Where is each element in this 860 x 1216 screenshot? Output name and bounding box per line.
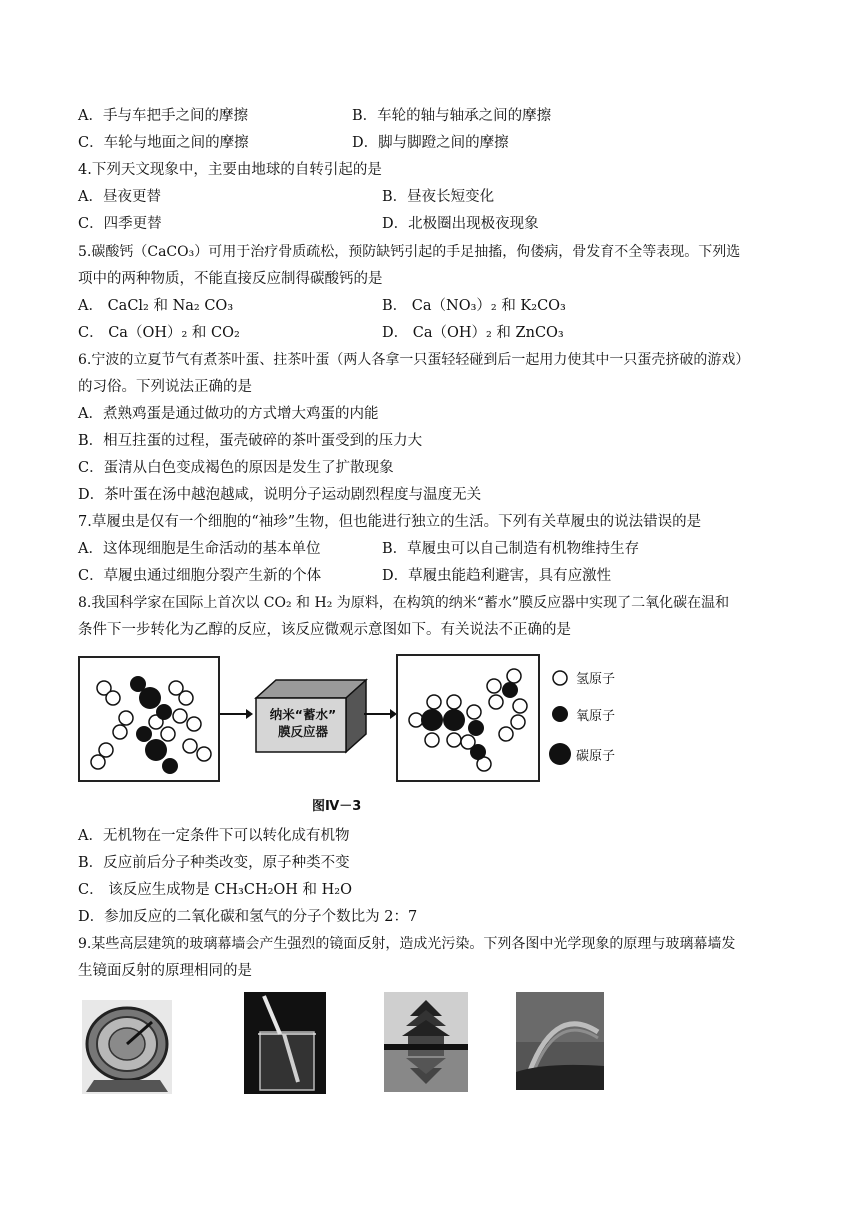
- q8-stem-line1: 8.我国科学家在国际上首次以 CO₂ 和 H₂ 为原料，在构筑的纳米“蓄水”膜反应器中实现了二氧化碳在温和: [78, 595, 730, 611]
- q5-stem-line2: 项中的两种物质，不能直接反应制得碳酸钙的是: [78, 271, 383, 287]
- reactor-label: [258, 706, 348, 740]
- hydrogen-swatch: [553, 671, 567, 685]
- q9-stem-line1: 9.某些高层建筑的玻璃幕墙会产生强烈的镜面反射，造成光污染。下列各图中光学现象的原理与玻璃幕墙发: [78, 936, 736, 952]
- q4-stem: 4.下列天文现象中，主要由地球的自转引起的是: [78, 162, 382, 178]
- q6-option-c: C．蛋清从白色变成褐色的原因是发生了扩散现象: [78, 460, 394, 476]
- q7-option-d: D．草履虫能趋利避害，具有应激性: [382, 568, 612, 584]
- q6-option-d: D．茶叶蛋在汤中越泡越咸，说明分子运动剧烈程度与温度无关: [78, 487, 482, 503]
- q3-option-d: D．脚与脚蹬之间的摩擦: [352, 135, 509, 151]
- oxygen-swatch: [552, 706, 568, 722]
- legend-oxygen: 氧原子: [576, 709, 616, 724]
- q5-option-b: B． Ca（NO₃）₂ 和 K₂CO₃: [382, 298, 566, 314]
- q6-option-a: A．煮熟鸡蛋是通过做功的方式增大鸡蛋的内能: [78, 406, 379, 422]
- temple-reflection-image: [384, 992, 468, 1092]
- sundial-image: [82, 1000, 172, 1094]
- q4-option-d: D．北极圈出现极夜现象: [382, 216, 539, 232]
- q8-option-c: C． 该反应生成物是 CH₃CH₂OH 和 H₂O: [78, 882, 353, 898]
- q5-option-c: C． Ca（OH）₂ 和 CO₂: [78, 325, 240, 341]
- q4-option-c: C．四季更替: [78, 216, 162, 232]
- q4-option-b: B．昼夜长短变化: [382, 189, 495, 205]
- q7-option-c: C．草履虫通过细胞分裂产生新的个体: [78, 568, 322, 584]
- legend-carbon: 碳原子: [576, 749, 616, 764]
- q5-option-d: D． Ca（OH）₂ 和 ZnCO₃: [382, 325, 564, 341]
- arrow-icon: [362, 706, 398, 722]
- q7-option-b: B．草履虫可以自己制造有机物维持生存: [382, 541, 640, 557]
- q8-stem-line2: 条件下一步转化为乙醇的反应，该反应微观示意图如下。有关说法不正确的是: [78, 622, 571, 638]
- q8-option-d: D．参加反应的二氧化碳和氢气的分子个数比为 2：7: [78, 909, 418, 925]
- q8-option-a: A．无机物在一定条件下可以转化成有机物: [78, 828, 350, 844]
- pencil-in-water-image: [244, 992, 326, 1094]
- q5-stem-line1: 5.碳酸钙（CaCO₃）可用于治疗骨质疏松，预防缺钙引起的手足抽搐，佝偻病，骨发育不全等表现。下列选: [78, 244, 741, 260]
- q6-option-b: B．相互拄蛋的过程，蛋壳破碎的茶叶蛋受到的压力大: [78, 433, 423, 449]
- rainbow-image: [516, 992, 604, 1090]
- q6-stem-line2: 的习俗。下列说法正确的是: [78, 379, 252, 395]
- legend-swatches: [548, 668, 572, 768]
- reactor-label-line2: 膜反应器: [277, 724, 328, 739]
- q5-option-a: A． CaCl₂ 和 Na₂ CO₃: [78, 298, 234, 314]
- q4-option-a: A．昼夜更替: [78, 189, 161, 205]
- products-panel: [396, 654, 540, 782]
- q8-option-b: B．反应前后分子种类改变，原子种类不变: [78, 855, 350, 871]
- legend-hydrogen: 氢原子: [576, 672, 616, 687]
- carbon-swatch: [549, 743, 571, 765]
- q3-option-c: C．车轮与地面之间的摩擦: [78, 135, 249, 151]
- reactants-panel: [78, 656, 220, 782]
- q6-stem-line1: 6.宁波的立夏节气有煮茶叶蛋、拄茶叶蛋（两人各拿一只蛋轻轻碰到后一起用力使其中一只蛋壳挤破的游戏）: [78, 352, 750, 368]
- q9-stem-line2: 生镜面反射的原理相同的是: [78, 963, 252, 979]
- q3-option-a: A．手与车把手之间的摩擦: [78, 108, 248, 124]
- reactor-label-line1: 纳米“蓄水”: [269, 707, 337, 722]
- figure-caption: 图Ⅳ－3: [312, 799, 362, 814]
- q7-stem: 7.草履虫是仅有一个细胞的“袖珍”生物，但也能进行独立的生活。下列有关草履虫的说法错误的是: [78, 514, 702, 530]
- q7-option-a: A．这体现细胞是生命活动的基本单位: [78, 541, 321, 557]
- arrow-icon: [218, 706, 254, 722]
- q3-option-b: B．车轮的轴与轴承之间的摩擦: [352, 108, 552, 124]
